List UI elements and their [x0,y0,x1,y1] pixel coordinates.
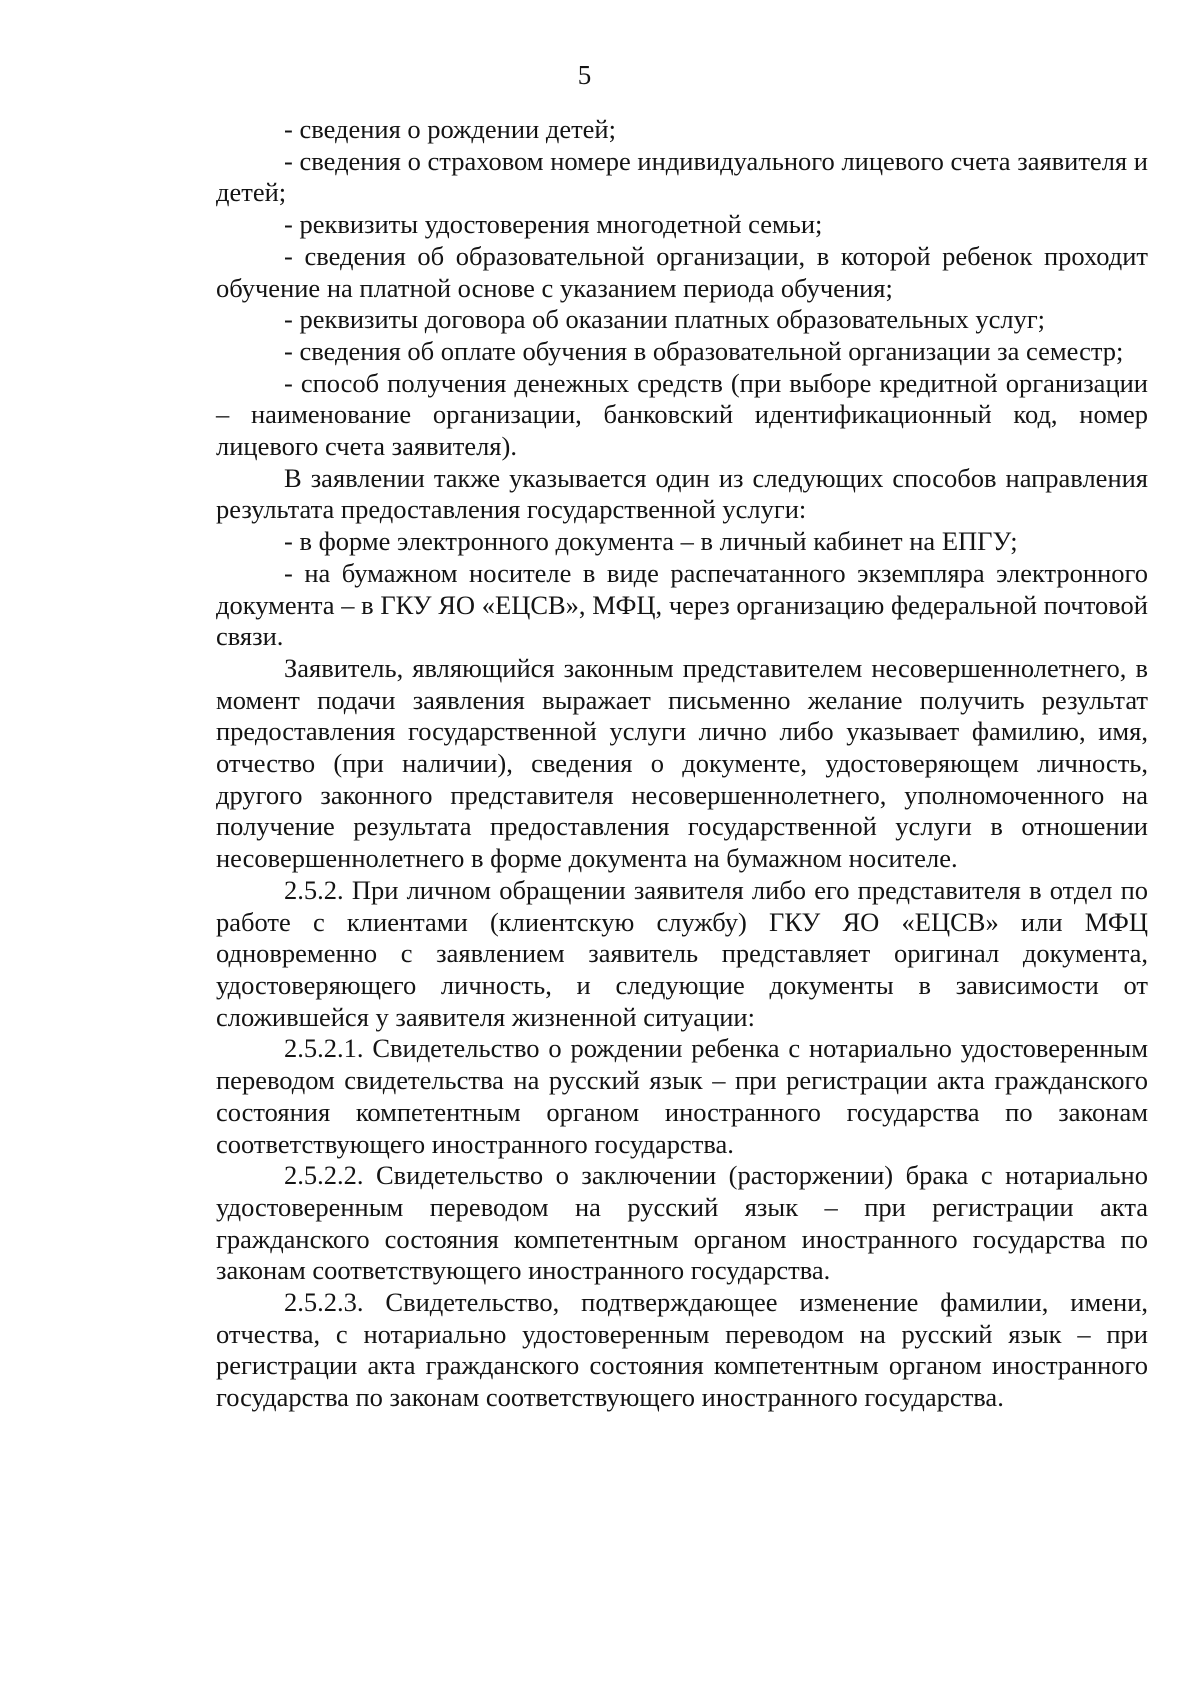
paragraph: - способ получения денежных средств (при выборе кредитной организации – наименование организации, банковский идентификационный код, номер лицевого счета заявителя). [216,367,1148,462]
paragraph: - сведения о рождении детей; [284,114,616,144]
paragraph: - сведения о страховом номере индивидуального лицевого счета заявителя и детей; [216,145,1148,208]
document-body [216,114,1148,1414]
paragraph: В заявлении также указывается один из следующих способов направления результата предоставления государственной услуги: [216,462,1148,525]
paragraph: 2.5.2.3. Свидетельство, подтверждающее изменение фамилии, имени, отчества, с нотариально удостоверенным переводом на русский язык – при регистрации акта гражданского состояния компетентным органом иностранного государства по законам соответствующего иностранного государства. [216,1287,1148,1413]
paragraph: 2.5.2. При личном обращении заявителя либо его представителя в отдел по работе с клиентами (клиентскую службу) ГКУ ЯО «ЕЦСВ» или МФЦ одновременно с заявлением заявитель представляет оригинал документа, удостоверяющего личность, и следующие документы в зависимости от сложившейся у заявителя жизненной ситуации: [216,874,1148,1032]
paragraph: - на бумажном носителе в виде распечатанного экземпляра электронного документа – в ГКУ ЯО «ЕЦСВ», МФЦ, через организацию федеральной почтовой связи. [216,557,1148,652]
paragraph: - реквизиты удостоверения многодетной семьи; [284,209,823,240]
page-number: 5 [577,60,592,90]
paragraph: 2.5.2.2. Свидетельство о заключении (расторжении) брака с нотариально удостоверенным переводом на русский язык – при регистрации акта гражданского состояния компетентным органом иностранного государства по законам соответствующего иностранного государства. [216,1160,1148,1286]
paragraph: - в форме электронного документа – в личный кабинет на ЕПГУ; [284,526,1018,557]
paragraph: 2.5.2.1. Свидетельство о рождении ребенка с нотариально удостоверенным переводом свидетельства на русский язык – при регистрации акта гражданского состояния компетентным органом иностранного государства по законам соответствующего иностранного государства. [216,1033,1148,1159]
paragraph: - сведения об образовательной организации, в которой ребенок проходит обучение на платной основе с указанием периода обучения; [216,240,1148,303]
paragraph: Заявитель, являющийся законным представителем несовершеннолетнего, в момент подачи заявления выражает письменно желание получить результат предоставления государственной услуги лично либо указывает фамилию, имя, отчество (при наличии), сведения о документе, удостоверяющем личность, другого законного представителя несовершеннолетнего, уполномоченного на получение результата предоставления государственной услуги в отношении несовершеннолетнего в форме документа на бумажном носителе. [216,652,1148,874]
paragraph: - реквизиты договора об оказании платных образовательных услуг; [284,304,1046,335]
paragraph: - сведения об оплате обучения в образовательной организации за семестр; [284,335,1124,366]
